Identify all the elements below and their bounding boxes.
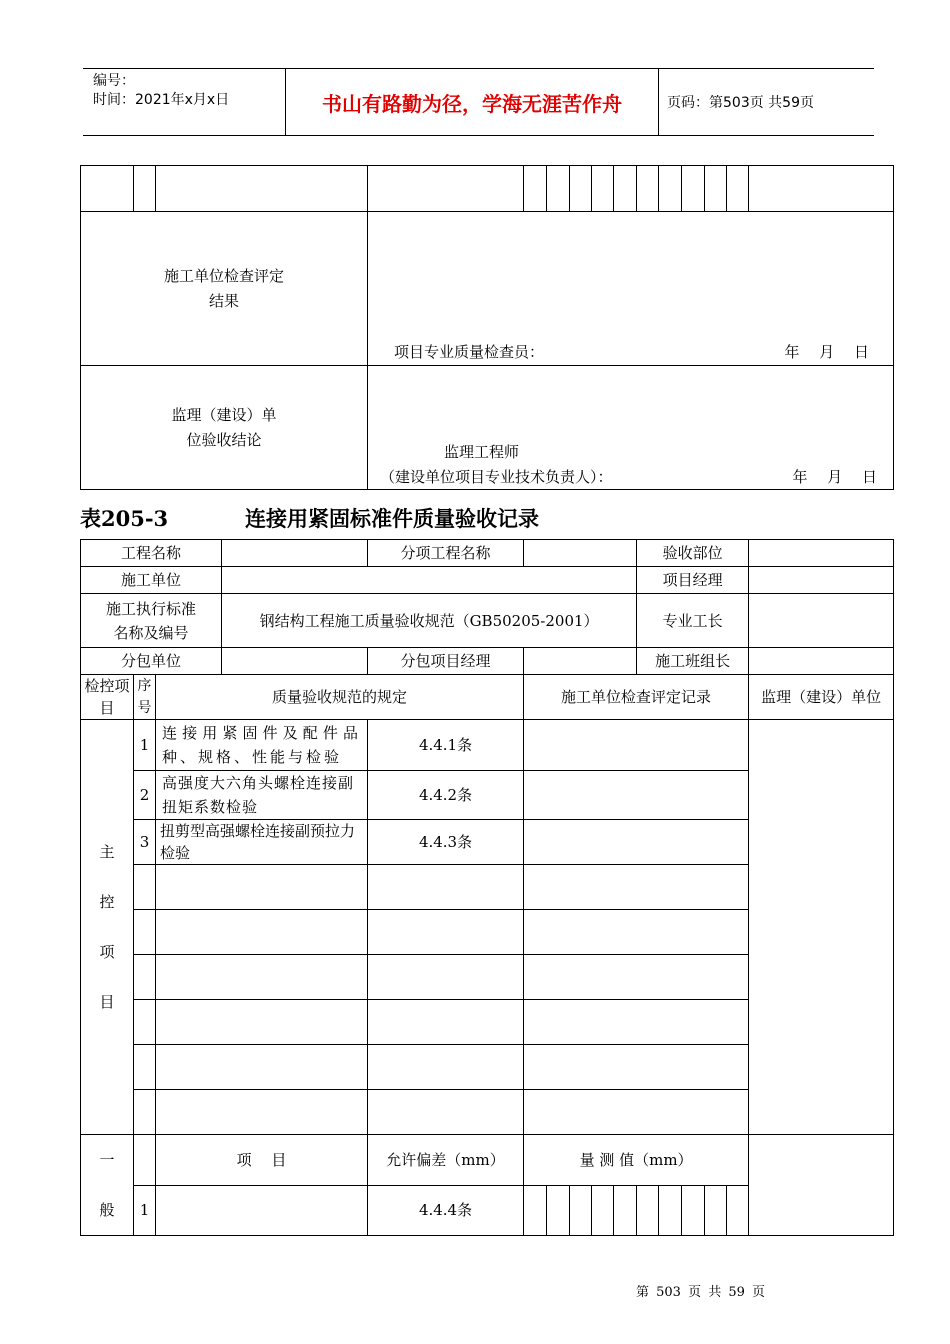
standard-label: 施工执行标准名称及编号 <box>106 599 197 642</box>
subcontractor-label: 分包单位 <box>81 648 222 675</box>
main-item-seq: 2 <box>134 771 156 820</box>
col-item-header: 检控项目 <box>81 675 134 720</box>
date-label-1: 年 月 日 <box>784 343 869 361</box>
time-label: 时间：2021年x月x日 <box>93 92 230 108</box>
general-tolerance-col: 允许偏差（mm） <box>368 1135 524 1186</box>
column-header-row <box>81 675 894 720</box>
construction-unit-row <box>81 567 894 594</box>
foreman-value[interactable] <box>749 594 894 648</box>
main-item-seq: 1 <box>134 720 156 771</box>
foreman-label: 专业工长 <box>637 594 749 648</box>
empty-measure-row <box>81 166 894 212</box>
top-form-table <box>80 165 894 490</box>
measure-cell[interactable] <box>727 1185 749 1236</box>
header-meta <box>83 69 285 135</box>
general-item-desc <box>156 1185 368 1236</box>
project-manager-value[interactable] <box>749 567 894 594</box>
team-leader-label: 施工班组长 <box>637 648 749 675</box>
project-name-row <box>81 540 894 567</box>
measure-cell[interactable] <box>592 1185 614 1236</box>
table-title: 连接用紧固标准件质量验收记录 <box>245 506 539 531</box>
measure-cell[interactable] <box>547 1185 570 1236</box>
measure-cell[interactable] <box>637 1185 659 1236</box>
page-header <box>83 68 874 136</box>
main-item-row <box>81 720 894 771</box>
main-item-clause: 4.4.3条 <box>368 820 524 865</box>
main-item-record[interactable] <box>524 820 749 865</box>
main-item-desc: 扭剪型高强螺栓连接副预拉力检验 <box>156 820 368 865</box>
construction-check-row <box>81 212 894 366</box>
main-item-record[interactable] <box>524 720 749 771</box>
col-record-header: 施工单位检查评定记录 <box>524 675 749 720</box>
owner-tech-label: （建设单位项目专业技术负责人）： <box>380 467 613 486</box>
sub-pm-label: 分包项目经理 <box>368 648 524 675</box>
sub-project-name-label: 分项工程名称 <box>368 540 524 567</box>
standard-row <box>81 594 894 648</box>
measure-cell[interactable] <box>682 1185 705 1236</box>
main-item-desc: 连接用紧固件及配件品种、规格、性能与检验 <box>156 720 368 771</box>
team-leader-value[interactable] <box>749 648 894 675</box>
sub-project-name-value[interactable] <box>524 540 637 567</box>
header-page-info: 页码：第503页 共59页 <box>667 95 814 111</box>
acceptance-part-label: 验收部位 <box>637 540 749 567</box>
quality-inspector-label: 项目专业质量检查员： <box>394 343 545 361</box>
main-item-clause: 4.4.2条 <box>368 771 524 820</box>
measure-cell[interactable] <box>705 1185 727 1236</box>
table-number: 表205-3 <box>80 506 169 531</box>
general-item-clause: 4.4.4条 <box>368 1185 524 1236</box>
main-control-label <box>81 720 134 1135</box>
col-seq-header: 序号 <box>134 675 156 720</box>
project-name-label: 工程名称 <box>81 540 222 567</box>
supervision-content <box>368 366 894 490</box>
main-item-desc: 高强度大六角头螺栓连接副扭矩系数检验 <box>156 771 368 820</box>
construction-check-label: 施工单位检查评定结果 <box>164 266 285 310</box>
construction-check-content <box>368 212 894 366</box>
general-item-col: 项 目 <box>156 1135 368 1186</box>
subcontractor-row <box>81 648 894 675</box>
col-supervision-header: 监理（建设）单位 <box>749 675 894 720</box>
supervision-row <box>81 366 894 490</box>
general-supervision-cell[interactable] <box>749 1135 894 1236</box>
construction-unit-value[interactable] <box>222 567 637 594</box>
project-name-value[interactable] <box>222 540 368 567</box>
construction-unit-label: 施工单位 <box>81 567 222 594</box>
main-control-char: 主 <box>99 843 115 861</box>
date-label-2: 年 月 日 <box>792 467 877 486</box>
general-char: 一 <box>99 1151 115 1169</box>
main-control-char: 目 <box>99 993 115 1011</box>
page-footer: 第 503 页 共 59 页 <box>636 1285 766 1300</box>
main-item-record[interactable] <box>524 771 749 820</box>
main-form-table <box>80 539 894 1236</box>
main-item-clause: 4.4.1条 <box>368 720 524 771</box>
project-manager-label: 项目经理 <box>637 567 749 594</box>
general-measure-col: 量 测 值（mm） <box>524 1135 749 1186</box>
main-control-char: 控 <box>99 893 115 911</box>
sub-pm-value[interactable] <box>524 648 637 675</box>
main-supervision-cell[interactable] <box>749 720 894 1135</box>
general-char: 般 <box>99 1201 115 1219</box>
standard-value: 钢结构工程施工质量验收规范（GB50205-2001） <box>222 594 637 648</box>
header-motto: 书山有路勤为径，学海无涯苦作舟 <box>285 69 659 135</box>
main-item-seq: 3 <box>134 820 156 865</box>
measure-cell[interactable] <box>614 1185 637 1236</box>
supervisor-engineer-label: 监理工程师 <box>444 442 520 461</box>
acceptance-part-value[interactable] <box>749 540 894 567</box>
measure-cell[interactable] <box>570 1185 592 1236</box>
measure-cell[interactable] <box>659 1185 682 1236</box>
number-label: 编号： <box>93 73 135 89</box>
subcontractor-value[interactable] <box>222 648 368 675</box>
main-control-char: 项 <box>99 943 115 961</box>
measure-cell[interactable] <box>524 1185 547 1236</box>
col-spec-header: 质量验收规范的规定 <box>156 675 524 720</box>
general-item-seq: 1 <box>134 1185 156 1236</box>
supervision-label: 监理（建设）单位验收结论 <box>171 405 277 449</box>
general-label <box>81 1135 134 1236</box>
general-header-row <box>81 1135 894 1186</box>
section-title <box>80 503 539 533</box>
